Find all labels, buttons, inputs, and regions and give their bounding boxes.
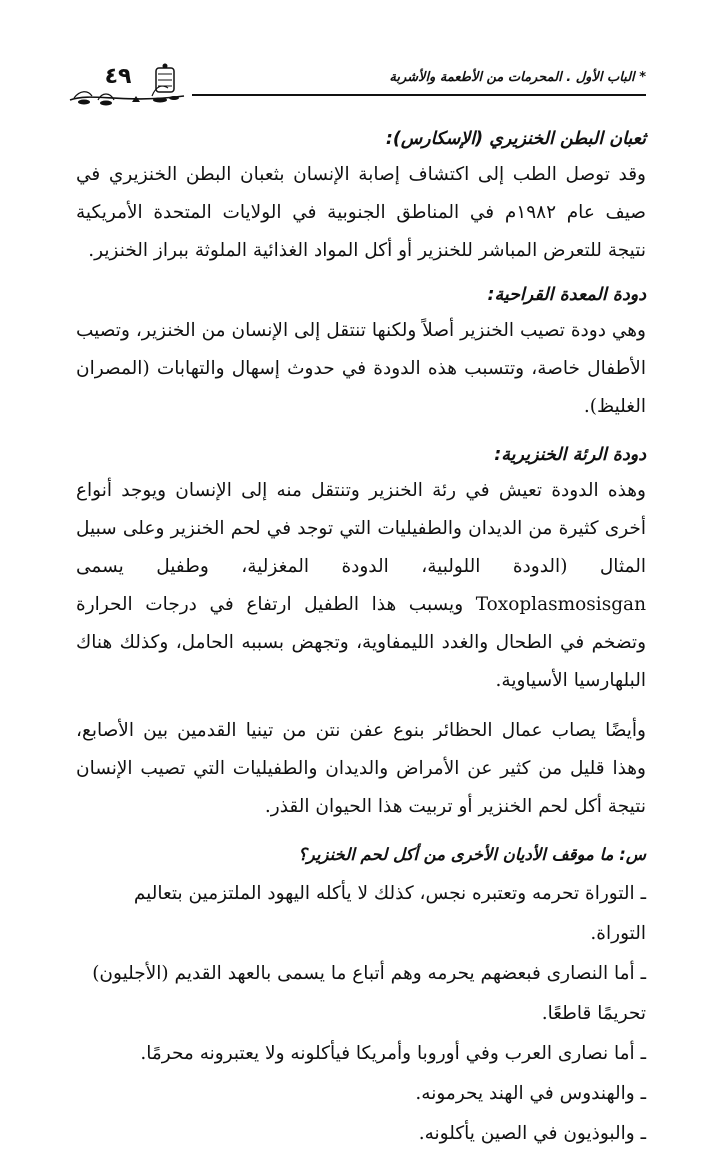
- section-heading: دودة الرئة الخنزيرية:: [494, 445, 646, 465]
- section-paragraph: وقد توصل الطب إلى اكتشاف إصابة الإنسان بثعبان البطن الخنزيري في صيف عام ١٩٨٢م في المناطق الجنوبية في الولايات المتحدة الأمريكية نتيجة للتعرض المباشر للخنزير أو أكل المواد الغذائية الملوثة ببراز الخنزير.: [76, 164, 646, 261]
- running-title: * الباب الأول . المحرمات من الأطعمة والأشربة: [389, 70, 646, 85]
- list-item: ـ التوراة تحرمه وتعتبره نجس، كذلك لا يأكله اليهود الملتزمين بتعاليم التوراة.: [133, 883, 646, 944]
- list-item: ـ والبوذيون في الصين يأكلونه.: [418, 1123, 646, 1144]
- section-heading: دودة المعدة القراحية:: [487, 285, 646, 305]
- answer-list: [76, 874, 646, 1154]
- section-heading: ثعبان البطن الخنزيري (الإسكارس):: [385, 129, 646, 149]
- closing-paragraph: وأيضًا يصاب عمال الحظائر بنوع عفن نتن من تينيا القدمين بين الأصابع، وهذا قليل من كثير عن الأمراض والديدان والطفيليات التي تصيب الإنسان نتيجة أكل لحم الخنزير أو تربيت هذا الحيوان القذر.: [76, 720, 646, 817]
- header-rule: [192, 94, 646, 96]
- list-item: ـ أما النصارى فبعضهم يحرمه وهم أتباع ما يسمى بالعهد القديم (الأجليون) تحريمًا قاطعًا.: [92, 963, 646, 1024]
- section-paragraph: وهذه الدودة تعيش في رئة الخنزير وتنتقل منه إلى الإنسان ويوجد أنواع أخرى كثيرة من الديدان والطفيليات التي توجد في لحم الخنزير وعلى سبيل المثال (الدودة اللولبية، الدودة المغزلية، وطفيل يسمى Toxoplasmosisgan ويسبب هذا الطفيل ارتفاع في درجات الحرارة وتضخم في الطحال والغدد الليمفاوية، وتجهض بسببه الحامل، وكذلك هناك البلهارسيا الأسياوية.: [76, 480, 646, 691]
- page-number: ٤٩: [104, 64, 132, 89]
- page-header: [62, 62, 646, 110]
- list-item: ـ أما نصارى العرب وفي أوروبا وأمريكا فيأكلونه ولا يعتبرونه محرمًا.: [140, 1043, 646, 1064]
- list-item: ـ والهندوس في الهند يحرمونه.: [415, 1083, 646, 1104]
- question-heading: س: ما موقف الأديان الأخرى من أكل لحم الخنزير؟: [298, 845, 646, 864]
- section-paragraph: وهي دودة تصيب الخنزير أصلاً ولكنها تنتقل إلى الإنسان من الخنزير، وتصيب الأطفال خاصة، وتتسبب هذه الدودة في حدوث إسهال والتهابات (المصران الغليظ).: [76, 320, 646, 417]
- page-body: [76, 122, 646, 1154]
